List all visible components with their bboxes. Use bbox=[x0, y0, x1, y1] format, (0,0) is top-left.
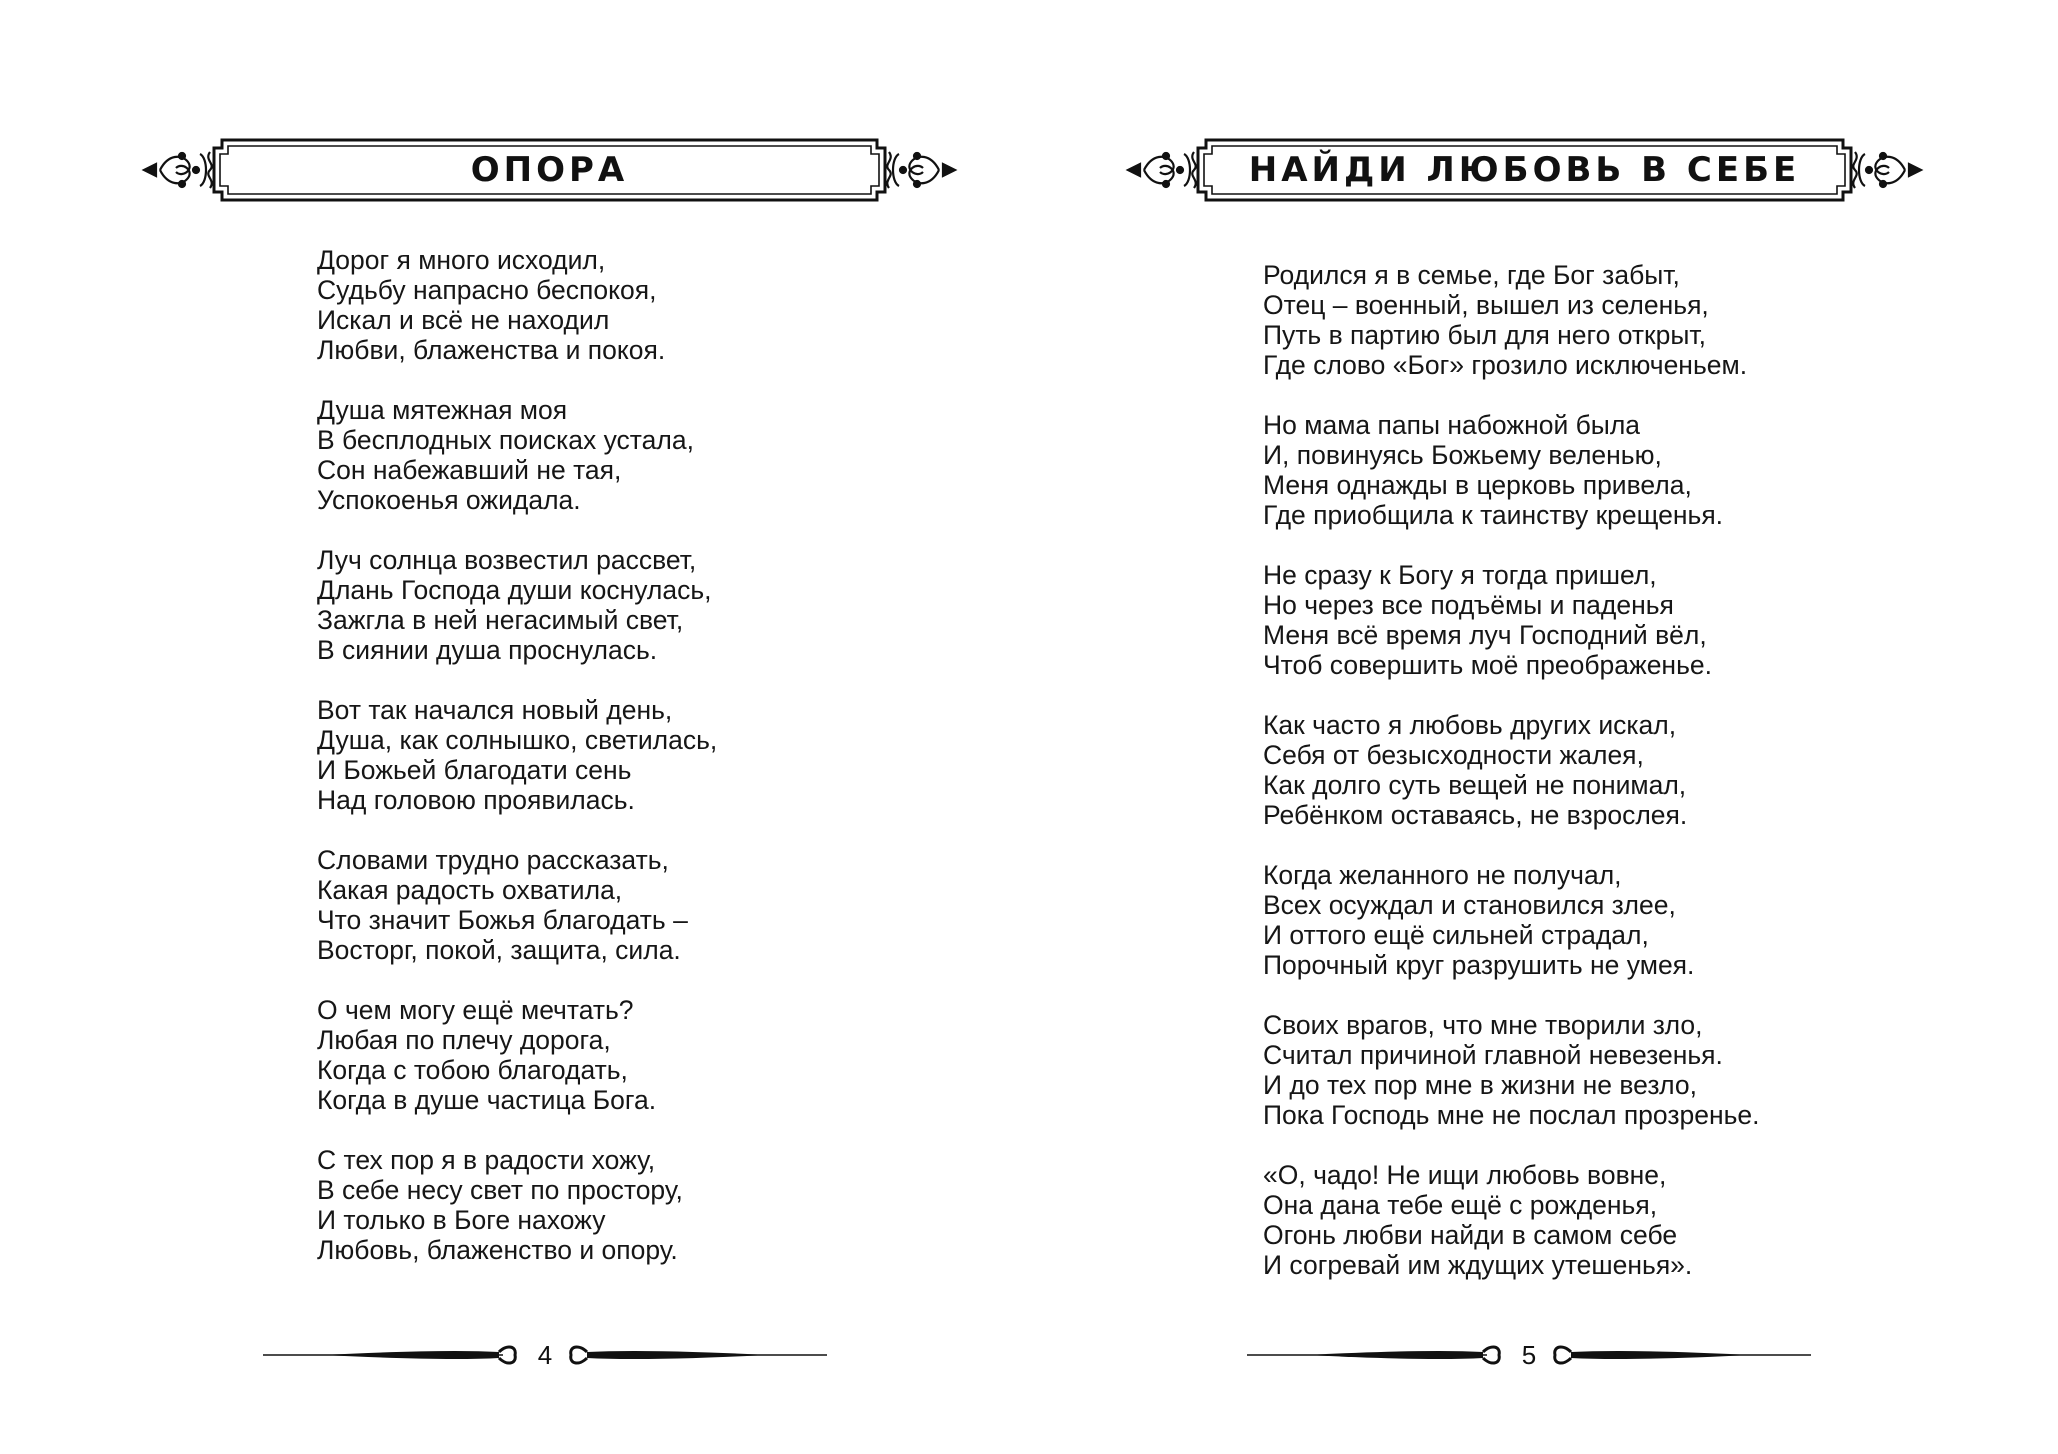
stanza bbox=[1263, 860, 1760, 980]
poem-line: Над головою проявилась. bbox=[317, 785, 635, 815]
poem-line: Зажгла в ней негасимый свет, bbox=[317, 605, 684, 635]
poem-line: Успокоенья ожидала. bbox=[317, 485, 581, 515]
poem-line: Длань Господа души коснулась, bbox=[317, 575, 712, 605]
poem-line: Считал причиной главной невезенья. bbox=[1263, 1040, 1723, 1070]
stanza bbox=[1263, 1160, 1760, 1280]
poem-text bbox=[317, 245, 717, 1295]
poem-line: «О, чадо! Не ищи любовь вовне, bbox=[1263, 1160, 1667, 1190]
stanza bbox=[1263, 560, 1760, 680]
poem-line: Пока Господь мне не послал прозренье. bbox=[1263, 1100, 1760, 1130]
stanza bbox=[317, 695, 717, 815]
stanza bbox=[317, 1145, 717, 1265]
poem-title: ОПОРА bbox=[470, 150, 629, 190]
poem-line: Что значит Божья благодать – bbox=[317, 905, 688, 935]
poem-line: Всех осуждал и становился злее, bbox=[1263, 890, 1676, 920]
poem-line: Душа мятежная моя bbox=[317, 395, 568, 425]
stanza bbox=[317, 545, 717, 665]
poem-line: С тех пор я в радости хожу, bbox=[317, 1145, 656, 1175]
poem-line: Когда желанного не получал, bbox=[1263, 860, 1622, 890]
poem-line: Своих врагов, что мне творили зло, bbox=[1263, 1010, 1703, 1040]
poem-line: Душа, как солнышко, светилась, bbox=[317, 725, 718, 755]
page-number: 4 bbox=[537, 1340, 553, 1370]
page-number: 5 bbox=[1521, 1340, 1537, 1370]
poem-line: В себе несу свет по простору, bbox=[317, 1175, 683, 1205]
poem-line: В бесплодных поисках устала, bbox=[317, 425, 694, 455]
poem-line: Какая радость охватила, bbox=[317, 875, 623, 905]
poem-line: Путь в партию был для него открыт, bbox=[1263, 320, 1706, 350]
poem-line: Меня однажды в церковь привела, bbox=[1263, 470, 1692, 500]
poem-title: НАЙДИ ЛЮБОВЬ В СЕБЕ bbox=[1248, 150, 1801, 190]
poem-line: И, повинуясь Божьему веленью, bbox=[1263, 440, 1662, 470]
poem-line: Словами трудно рассказать, bbox=[317, 845, 669, 875]
poem-line: Восторг, покой, защита, сила. bbox=[317, 935, 681, 965]
poem-line: Но через все подъёмы и паденья bbox=[1263, 590, 1674, 620]
right-title-frame bbox=[1126, 134, 1923, 206]
poem-line: Сон набежавший не тая, bbox=[317, 455, 622, 485]
stanza bbox=[1263, 1010, 1760, 1130]
left-title-frame bbox=[142, 134, 957, 206]
poem-line: Когда с тобою благодать, bbox=[317, 1055, 628, 1085]
poem-text bbox=[1263, 260, 1760, 1310]
poem-line: Как долго суть вещей не понимал, bbox=[1263, 770, 1687, 800]
page-footer bbox=[263, 1340, 827, 1370]
poem-line: И до тех пор мне в жизни не везло, bbox=[1263, 1070, 1698, 1100]
stanza bbox=[1263, 410, 1760, 530]
stanza bbox=[317, 845, 717, 965]
poem-line: Не сразу к Богу я тогда пришел, bbox=[1263, 560, 1657, 590]
poem-line: Любая по плечу дорога, bbox=[317, 1025, 611, 1055]
poem-line: Луч солнца возвестил рассвет, bbox=[317, 545, 697, 575]
poem-line: Но мама папы набожной была bbox=[1263, 410, 1641, 440]
poem-line: Где приобщила к таинству крещенья. bbox=[1263, 500, 1724, 530]
poem-line: Порочный круг разрушить не умея. bbox=[1263, 950, 1695, 980]
poem-line: О чем могу ещё мечтать? bbox=[317, 995, 634, 1025]
poem-line: Она дана тебе ещё с рожденья, bbox=[1263, 1190, 1658, 1220]
poem-line: Ребёнком оставаясь, не взрослея. bbox=[1263, 800, 1688, 830]
poem-line: Судьбу напрасно беспокоя, bbox=[317, 275, 657, 305]
poem-line: И Божьей благодати сень bbox=[317, 755, 632, 785]
poem-line: Как часто я любовь других искал, bbox=[1263, 710, 1677, 740]
poem-line: Когда в душе частица Бога. bbox=[317, 1085, 657, 1115]
page-footer bbox=[1247, 1340, 1811, 1370]
poem-line: Вот так начался новый день, bbox=[317, 695, 673, 725]
poem-line: Отец – военный, вышел из селенья, bbox=[1263, 290, 1709, 320]
poem-line: В сиянии душа проснулась. bbox=[317, 635, 658, 665]
poem-line: Любовь, блаженство и опору. bbox=[317, 1235, 678, 1265]
poem-line: Искал и всё не находил bbox=[317, 305, 610, 335]
poem-line: Любви, блаженства и покоя. bbox=[317, 335, 666, 365]
poem-line: Меня всё время луч Господний вёл, bbox=[1263, 620, 1707, 650]
stanza bbox=[317, 995, 717, 1115]
stanza bbox=[1263, 260, 1760, 380]
poem-line: И согревай им ждущих утешенья». bbox=[1263, 1250, 1693, 1280]
stanza bbox=[317, 395, 717, 515]
poem-line: Себя от безысходности жалея, bbox=[1263, 740, 1644, 770]
poem-line: Дорог я много исходил, bbox=[317, 245, 606, 275]
poem-line: Огонь любви найди в самом себе bbox=[1263, 1220, 1678, 1250]
stanza bbox=[317, 245, 717, 365]
poem-line: Родился я в семье, где Бог забыт, bbox=[1263, 260, 1680, 290]
poem-line: Где слово «Бог» грозило исключеньем. bbox=[1263, 350, 1748, 380]
poem-line: И только в Боге нахожу bbox=[317, 1205, 606, 1235]
poem-line: И оттого ещё сильней страдал, bbox=[1263, 920, 1649, 950]
poem-line: Чтоб совершить моё преображенье. bbox=[1263, 650, 1712, 680]
stanza bbox=[1263, 710, 1760, 830]
